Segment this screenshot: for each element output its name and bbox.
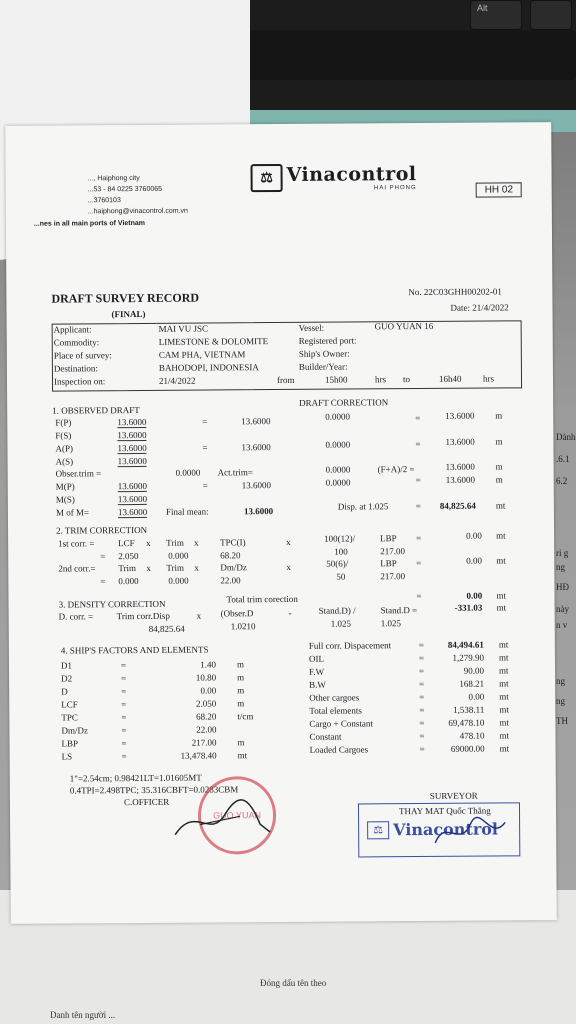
label: = xyxy=(121,699,127,710)
unit: mt xyxy=(499,730,510,741)
conversion-note: 0.4TPI=2.498TPC; 35.316CBFT=0.0283CBM xyxy=(69,784,239,796)
factor-value: 10.80 xyxy=(195,672,217,683)
keyboard-deck xyxy=(210,30,576,80)
unit: mt xyxy=(496,602,507,613)
element-label: Full corr. Dispacement xyxy=(308,640,392,651)
value: 13.6000 xyxy=(241,416,271,427)
label: x xyxy=(146,537,151,548)
label: = xyxy=(416,533,422,544)
value: 13.6000 xyxy=(117,506,148,518)
label: = xyxy=(419,679,425,690)
bottom-note-2: Danh tên người ... xyxy=(50,1010,116,1020)
value: 0.00 xyxy=(466,530,482,541)
unit: m xyxy=(495,410,503,421)
label: Registered port: xyxy=(298,335,357,346)
draft-survey-document xyxy=(5,122,557,924)
edge-text: ri g xyxy=(556,548,569,558)
label: (Obser.D xyxy=(220,608,254,619)
element-value: 168.21 xyxy=(459,678,485,689)
label: from xyxy=(276,374,295,386)
label: Vessel: xyxy=(298,322,325,333)
address-line: ...53 - 84 0225 3760065 xyxy=(87,185,163,194)
value: 22.00 xyxy=(220,575,241,586)
unit: t/cm xyxy=(237,711,254,722)
value: 0.00 xyxy=(466,555,483,566)
factor-value: 13,478.40 xyxy=(180,750,217,761)
element-label: Loaded Cargoes xyxy=(309,744,369,755)
label: 1st corr. = xyxy=(58,538,95,549)
label: Place of survey: xyxy=(53,350,112,361)
unit: m xyxy=(237,698,245,709)
surveyor-label: SURVEYOR xyxy=(429,790,478,801)
label: x xyxy=(286,536,291,547)
label: x xyxy=(146,562,151,573)
label: = xyxy=(419,718,425,729)
label: = xyxy=(202,416,208,427)
label: x xyxy=(286,561,291,572)
unit: mt xyxy=(499,717,509,728)
unit: mt xyxy=(499,704,509,715)
value: 13.6000 xyxy=(117,493,148,505)
menu-key xyxy=(530,0,572,30)
label: = xyxy=(100,576,106,587)
element-label: Cargo + Constant xyxy=(309,718,373,729)
value: 84,825.64 xyxy=(148,623,185,634)
label: = xyxy=(121,712,127,723)
unit: m xyxy=(495,461,503,472)
officer-signature xyxy=(170,794,280,845)
label: Trim xyxy=(166,562,185,573)
label: = xyxy=(121,673,127,684)
applicant-value: MAI VU JSC xyxy=(158,323,209,334)
label: 2nd corr.= xyxy=(58,563,96,574)
label: Builder/Year: xyxy=(298,361,348,372)
address-line: ..., Haiphong city xyxy=(87,174,140,183)
record-subtitle: (FINAL) xyxy=(111,308,146,320)
record-date: Date: 21/4/2022 xyxy=(450,302,509,313)
label: x xyxy=(196,610,202,621)
label: = xyxy=(202,480,208,491)
unit: mt xyxy=(237,750,248,761)
value: 13.6000 xyxy=(445,461,475,472)
label: Commodity: xyxy=(53,337,100,348)
commodity-value: LIMESTONE & DOLOMITE xyxy=(158,336,269,347)
section-heading: 2. TRIM CORRECTION xyxy=(56,524,148,536)
label: F(P) xyxy=(55,417,72,428)
label: 100(12)/ xyxy=(324,533,356,544)
unit: m xyxy=(237,672,245,683)
label: = xyxy=(419,666,425,677)
doc-code-badge: HH 02 xyxy=(476,182,522,197)
label: F(S) xyxy=(55,430,72,441)
label: = xyxy=(121,725,127,736)
label: = xyxy=(418,640,424,651)
label: hrs xyxy=(374,374,387,385)
value: 13.6000 xyxy=(241,480,272,491)
label: = xyxy=(121,751,127,762)
label: Ship's Owner: xyxy=(298,348,350,359)
value: 1.025 xyxy=(330,618,351,629)
value: 68.20 xyxy=(220,550,241,561)
label: Final mean: xyxy=(165,506,209,517)
factor-value: 22.00 xyxy=(196,724,217,735)
officer-label: C.OFFICER xyxy=(123,796,170,808)
factor-value: 1.40 xyxy=(200,659,217,670)
unit: m xyxy=(237,737,245,748)
element-label: F.W xyxy=(309,666,325,677)
logo-subtext: HAI PHONG xyxy=(373,185,417,192)
edge-text: này xyxy=(556,604,569,614)
inspection-value: 21/4/2022 xyxy=(158,375,196,386)
address-line: ...nes in all main ports of Vietnam xyxy=(33,219,146,228)
stamp-logo-text: Vinacontrol xyxy=(393,819,499,840)
label: = xyxy=(415,439,421,450)
label: = xyxy=(419,744,425,755)
label: to xyxy=(402,374,411,385)
factor-label: D xyxy=(61,686,68,697)
value: 217.00 xyxy=(380,546,405,557)
unit: mt xyxy=(496,530,506,541)
value: 0.000 xyxy=(118,575,139,587)
element-label: B.W xyxy=(309,679,326,690)
value: 1.0210 xyxy=(230,621,256,632)
element-value: 69000.00 xyxy=(450,743,485,754)
record-number: No. 22C03GHH00202-01 xyxy=(408,286,502,298)
scales-icon: ⚖ xyxy=(367,821,389,839)
stamp-text: GUO YUAN xyxy=(213,810,261,821)
label: 50(6)/ xyxy=(326,558,349,569)
value: 217.00 xyxy=(380,571,406,582)
unit: m xyxy=(495,474,503,485)
unit: m xyxy=(237,685,245,696)
value: 13.6000 xyxy=(241,442,271,453)
label: = xyxy=(418,653,425,664)
factor-value: 2.050 xyxy=(195,698,217,709)
label: Applicant: xyxy=(53,324,92,335)
factor-label: D2 xyxy=(61,673,73,684)
logo-text: Vinacontrol xyxy=(286,163,417,186)
value: 13.6000 xyxy=(445,474,475,485)
label: = xyxy=(419,705,425,716)
value: 1.025 xyxy=(380,618,401,629)
label: = xyxy=(100,551,106,562)
label: A(S) xyxy=(55,456,74,467)
surveyor-signature xyxy=(430,812,510,853)
section-heading: DRAFT CORRECTION xyxy=(299,397,389,408)
value: 0.0000 xyxy=(325,411,351,422)
alt-key: Alt xyxy=(470,0,522,30)
element-value: 90.00 xyxy=(463,665,485,676)
label: Stand.D) / xyxy=(318,605,356,616)
displacement-value: 84,825.64 xyxy=(439,500,476,511)
element-label: Total elements xyxy=(309,705,362,716)
label: Trim xyxy=(118,563,137,574)
element-label: OIL xyxy=(308,653,324,664)
address-line: ...haiphong@vinacontrol.com.vn xyxy=(87,207,188,216)
factor-value: 68.20 xyxy=(196,711,217,722)
label: = xyxy=(121,686,127,697)
value: 100 xyxy=(334,546,348,557)
unit: mt xyxy=(499,743,510,754)
value: 50 xyxy=(336,571,346,582)
label: = xyxy=(415,501,421,512)
label: D. corr. = xyxy=(58,611,94,622)
scales-icon: ⚖ xyxy=(250,164,282,192)
unit: mt xyxy=(496,590,507,601)
unit: mt xyxy=(496,555,506,566)
label: LBP xyxy=(380,558,397,569)
value: 0.0000 xyxy=(325,439,351,450)
unit: m xyxy=(495,436,503,447)
label: = xyxy=(416,591,422,602)
label: Stand.D = xyxy=(380,605,418,616)
keyboard xyxy=(210,0,576,110)
section-heading: 4. SHIP'S FACTORS AND ELEMENTS xyxy=(60,644,209,656)
element-value: 1,279.90 xyxy=(452,652,484,663)
value: 0.0000 xyxy=(175,467,201,478)
value: 13.6000 xyxy=(117,442,147,454)
value: 0.0000 xyxy=(325,477,351,488)
section-heading: 3. DENSITY CORRECTION xyxy=(58,598,166,610)
unit: mt xyxy=(499,665,509,676)
label: = xyxy=(416,558,422,569)
label: = xyxy=(415,413,421,424)
label: LBP xyxy=(380,533,397,544)
unit: mt xyxy=(499,678,509,689)
element-value: 478.10 xyxy=(459,730,485,741)
unit: mt xyxy=(498,639,509,650)
record-title: DRAFT SURVEY RECORD xyxy=(51,290,200,306)
section-heading: 1. OBSERVED DRAFT xyxy=(52,404,140,416)
factor-value: 0.00 xyxy=(200,685,217,696)
factor-label: D1 xyxy=(60,660,73,671)
label: Disp. at 1.025 xyxy=(337,501,389,512)
unit: mt xyxy=(498,652,509,663)
factor-label: LBP xyxy=(61,738,79,749)
label: x xyxy=(194,537,199,548)
value: 0.00 xyxy=(466,590,483,601)
label: = xyxy=(419,731,425,742)
label: = xyxy=(202,442,208,453)
conversion-note: 1"=2.54cm; 0.98421LT=1.01605MT xyxy=(69,772,202,784)
edge-text: ng xyxy=(556,562,565,572)
final-mean-value: 13.6000 xyxy=(243,506,274,517)
unit: m xyxy=(236,659,245,670)
value: 0.000 xyxy=(168,550,189,561)
label: = xyxy=(121,738,127,749)
label: LCF xyxy=(118,538,135,549)
edge-text: .6.1 xyxy=(556,454,570,464)
element-label: Other cargoes xyxy=(309,692,360,703)
edge-text: 6.2 xyxy=(556,476,568,486)
edge-text: ng xyxy=(556,676,565,686)
label: = xyxy=(120,660,127,671)
label: - xyxy=(288,607,292,618)
factor-label: LCF xyxy=(61,699,78,710)
element-value: 84,494.61 xyxy=(447,639,484,650)
label: Dm/Dz xyxy=(220,562,247,573)
value: 13.6000 xyxy=(445,410,475,421)
value: 13.6000 xyxy=(445,436,475,447)
element-value: 0.00 xyxy=(468,691,485,702)
value: 0.0000 xyxy=(325,464,351,475)
factor-value: 217.00 xyxy=(191,737,217,748)
label: = xyxy=(415,475,421,486)
value: 2.050 xyxy=(118,550,139,562)
element-label: Constant xyxy=(309,731,342,742)
label: TPC(I) xyxy=(220,537,246,548)
label: (F+A)/2 = xyxy=(377,464,415,475)
value: 13.6000 xyxy=(117,480,148,492)
label: A(P) xyxy=(55,443,74,454)
edge-text: n v xyxy=(556,620,568,630)
value: 13.6000 xyxy=(117,429,147,441)
edge-text: HĐ xyxy=(556,582,569,592)
label: Destination: xyxy=(53,363,98,374)
value: 0.000 xyxy=(168,575,189,586)
surveyor-name: THAY MAT Quốc Thắng xyxy=(398,805,491,817)
value: 13.6000 xyxy=(117,455,147,467)
address-line: ...3760103 xyxy=(87,197,121,205)
vessel-value: GUO YUAN 16 xyxy=(374,320,434,332)
label: hrs xyxy=(482,373,495,384)
label: M(S) xyxy=(55,494,75,505)
to-value: 16h40 xyxy=(438,373,462,384)
label: = xyxy=(419,692,425,703)
edge-text: Dành xyxy=(556,432,576,442)
label: Inspection on: xyxy=(53,376,106,387)
label: Obser.trim = xyxy=(55,468,102,479)
factor-label: Dm/Dz xyxy=(61,725,88,736)
label: Trim xyxy=(166,537,184,548)
unit: mt xyxy=(495,500,506,511)
factor-label: LS xyxy=(61,751,73,762)
edge-text: TH xyxy=(556,716,568,726)
label: Act.trim= xyxy=(217,467,254,478)
unit: mt xyxy=(499,691,509,702)
from-value: 15h00 xyxy=(324,374,348,385)
element-value: 1,538.11 xyxy=(453,704,485,715)
bottom-note-1: Đóng dấu tên theo xyxy=(260,978,327,988)
edge-text: ng xyxy=(556,696,565,706)
label: Trim corr.Disp xyxy=(116,610,170,622)
density-correction-value: -331.03 xyxy=(454,602,483,613)
place-value: CAM PHA, VIETNAM xyxy=(158,349,246,360)
vinacontrol-logo xyxy=(250,163,416,192)
factor-label: TPC xyxy=(61,712,78,723)
value: 13.6000 xyxy=(117,416,147,428)
destination-value: BAHODOPI, INDONESIA xyxy=(158,362,259,373)
label: M(P) xyxy=(55,481,75,492)
label: M of M= xyxy=(55,507,90,518)
element-value: 69,478.10 xyxy=(448,717,485,728)
label: x xyxy=(194,562,199,573)
label: Total trim corection xyxy=(226,593,298,605)
